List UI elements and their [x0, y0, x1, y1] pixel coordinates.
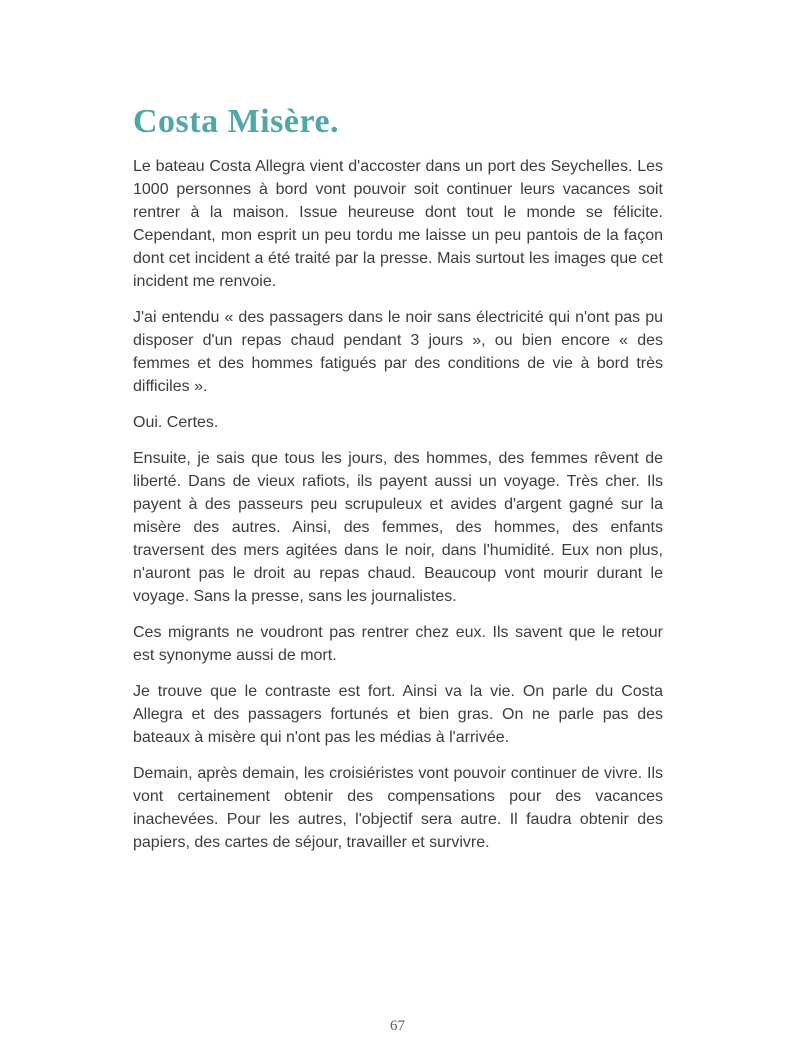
document-content — [133, 101, 663, 867]
paragraph-demain: Demain, après demain, les croisiéristes vont pouvoir continuer de vivre. Ils vont certainement obtenir des compensations pour des vacances inachevées. Pour les autres, l'objectif sera autre. Il faudra obtenir des papiers, des cartes de séjour, travailler et survivre. — [133, 765, 663, 851]
paragraph-migrants: Ensuite, je sais que tous les jours, des hommes, des femmes rêvent de liberté. Dans de vieux rafiots, ils payent aussi un voyage. Très cher. Ils payent à des passeurs peu scrupuleux et avides d'argent gagné sur la misère des autres. Ainsi, des femmes, des hommes, des enfants traversent des mers agitées dans le noir, dans l'humidité. Eux non plus, n'auront pas le droit au repas chaud. Beaucoup vont mourir durant le voyage. Sans la presse, sans les journalistes. — [133, 450, 663, 605]
page-title: Costa Misère. — [133, 103, 340, 140]
paragraph-oui-certes: Oui. Certes. — [133, 414, 219, 431]
paragraph-quote: J'ai entendu « des passagers dans le noir sans électricité qui n'ont pas pu disposer d'un repas chaud pendant 3 jours », ou bien encore « des femmes et des hommes fatigués par des conditions de vie à bord très difficiles ». — [133, 309, 663, 395]
page-number: 67 — [390, 1018, 405, 1034]
paragraph-intro: Le bateau Costa Allegra vient d'accoster dans un port des Seychelles. Les 1000 personnes à bord vont pouvoir soit continuer leurs vacances soit rentrer à la maison. Issue heureuse dont tout le monde se félicite. Cependant, mon esprit un peu tordu me laisse un peu pantois de la façon dont cet incident a été traité par la presse. Mais surtout les images que cet incident me renvoie. — [133, 158, 663, 290]
paragraph-contraste: Je trouve que le contraste est fort. Ainsi va la vie. On parle du Costa Allegra et des passagers fortunés et bien gras. On ne parle pas des bateaux à misère qui n'ont pas les médias à l'arrivée. — [133, 683, 663, 746]
paragraph-retour: Ces migrants ne voudront pas rentrer chez eux. Ils savent que le retour est synonyme aussi de mort. — [133, 624, 663, 664]
